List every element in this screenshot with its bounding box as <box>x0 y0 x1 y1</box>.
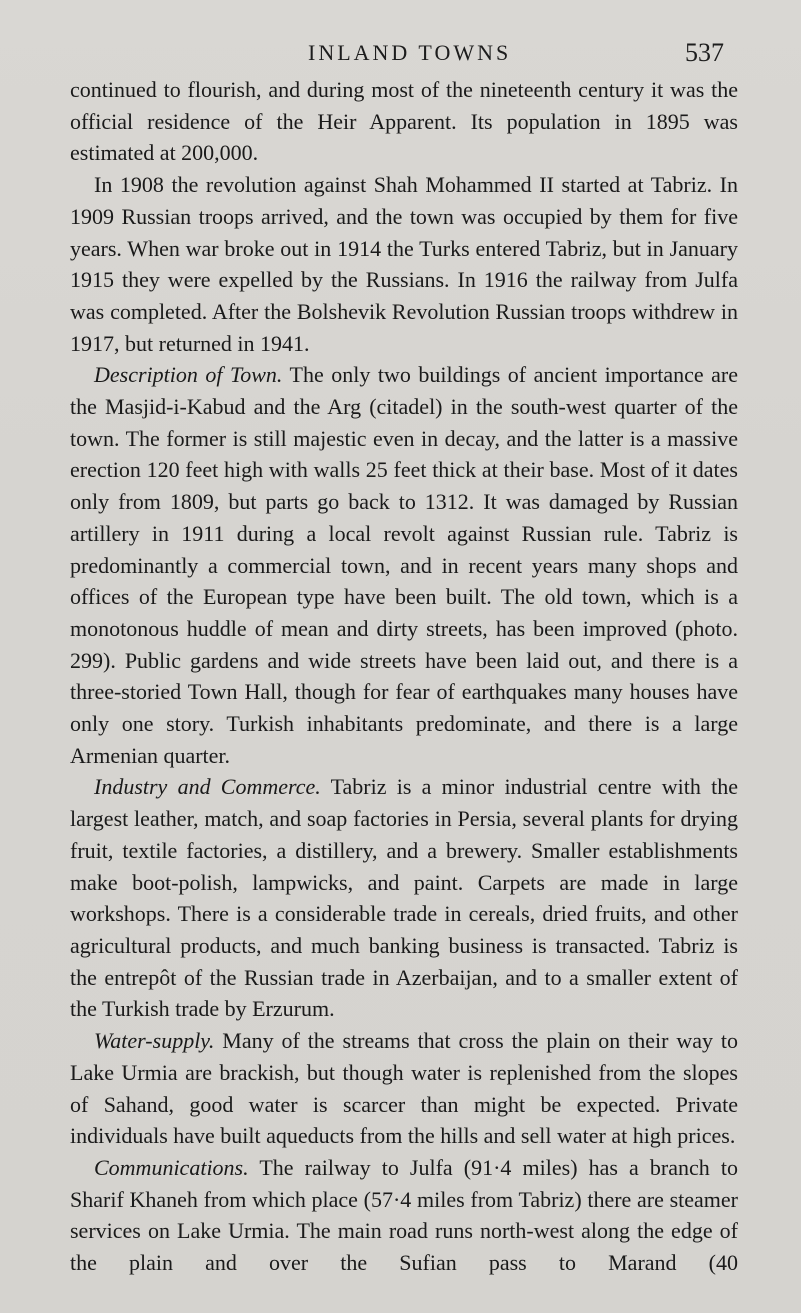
body-text <box>70 74 738 1279</box>
page-header <box>0 40 801 74</box>
paragraph-communications <box>70 1152 738 1279</box>
paragraph-heading: Water-supply. <box>94 1028 215 1054</box>
paragraph-text: continued to flourish, and during most of the nineteenth century it was the official residence of the Heir Apparent. Its population in 1895 was estimated at 200,000. <box>70 77 738 166</box>
paragraph-history <box>70 169 738 359</box>
paragraph-text: The railway to Julfa (91·4 miles) has a branch to Sharif Khaneh from which place (57·4 miles from Tabriz) there are steamer services on Lake Urmia. The main road runs north-west along the edge of the plain and over the Sufian pass to Marand (40 <box>70 1154 738 1276</box>
paragraph-industry-and-commerce <box>70 771 738 1025</box>
running-head: INLAND TOWNS <box>308 40 512 65</box>
paragraph-heading: Industry and Commerce. <box>94 774 321 800</box>
paragraph-continuation <box>70 74 738 169</box>
paragraph-text: Tabriz is a minor industrial centre with the largest leather, match, and soap factories in Persia, several plants for drying fruit, textile factories, a distillery, and a brewery. Smaller establishments make boot-polish, lampwicks, and paint. Carpets are made in large workshops. There is a considerable trade in cereals, dried fruits, and other agricultural products, and much banking business is transacted. Tabriz is the entrepôt of the Russian trade in Azerbaijan, and to a smaller extent of the Turkish trade by Erzurum. <box>70 774 738 1022</box>
paragraph-description-of-town <box>70 359 738 771</box>
paragraph-text: The only two buildings of ancient importance are the Masjid-i-Kabud and the Arg (citadel) in the south-west quarter of the town. The former is still majestic even in decay, and the latter is a massive erection 120 feet high with walls 25 feet thick at their base. Most of it dates only from 1809, but parts go back to 1312. It was damaged by Russian artillery in 1911 during a local revolt against Russian rule. Tabriz is predominantly a commercial town, and in recent years many shops and offices of the European type have been built. The old town, which is a monotonous huddle of mean and dirty streets, has been improved (photo. 299). Public gardens and wide streets have been laid out, and there is a three-storied Town Hall, though for fear of earthquakes many houses have only one story. Turkish inhabitants predominate, and there is a large Armenian quarter. <box>70 362 738 768</box>
paragraph-text: In 1908 the revolution against Shah Mohammed II started at Tabriz. In 1909 Russian troops arrived, and the town was occupied by them for five years. When war broke out in 1914 the Turks entered Tabriz, but in January 1915 they were expelled by the Russians. In 1916 the railway from Julfa was completed. After the Bolshevik Revolution Russian troops withdrew in 1917, but returned in 1941. <box>70 172 738 356</box>
paragraph-heading: Communications. <box>94 1154 249 1180</box>
paragraph-heading: Description of Town. <box>94 362 283 388</box>
page-number: 537 <box>685 38 724 67</box>
paragraph-water-supply <box>70 1025 738 1152</box>
paragraph-text: Many of the streams that cross the plain on their way to Lake Urmia are brackish, but though water is replenished from the slopes of Sahand, good water is scarcer than might be expected. Private individuals have built aqueducts from the hills and sell water at high prices. <box>70 1028 738 1149</box>
